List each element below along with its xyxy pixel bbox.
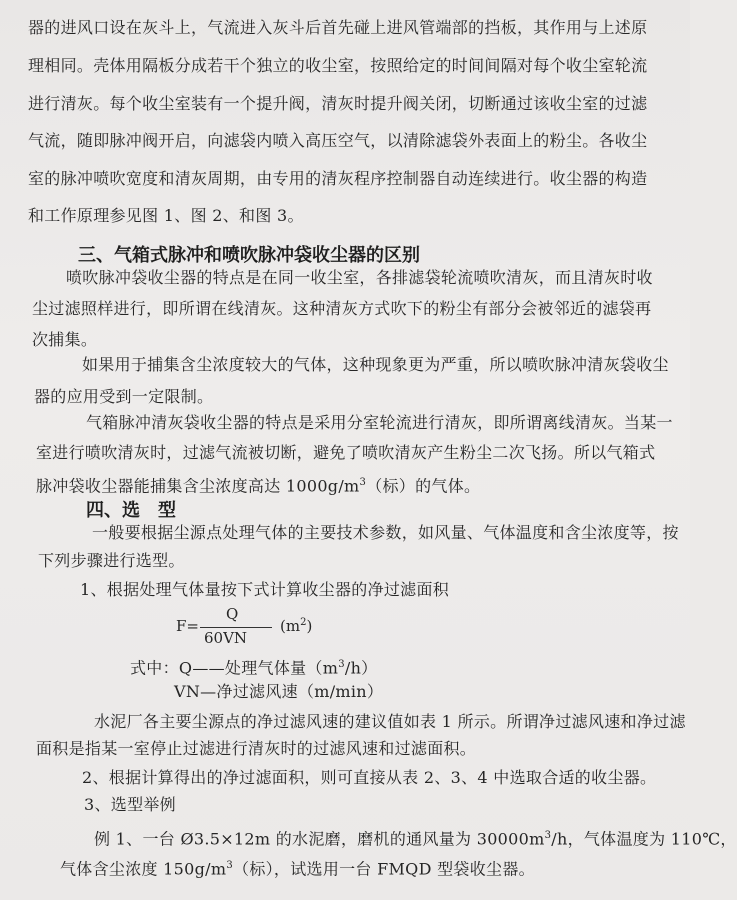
text-line: VN—净过滤风速（m/min）	[174, 682, 384, 701]
formula-lhs: F=	[176, 617, 199, 635]
text-line	[60, 856, 690, 879]
superscript: 3	[226, 860, 234, 871]
text-line: 下列步骤进行选型。	[38, 551, 185, 570]
text-line: 室进行喷吹清灰时，过滤气流被切断，避免了喷吹清灰产生粉尘二次飞扬。所以气箱式	[36, 443, 656, 462]
text-line: 面积是指某一室停止过滤进行清灰时的过滤风速和过滤面积。	[36, 739, 477, 758]
text-line: 和工作原理参见图 1、图 2、和图 3。	[28, 206, 304, 225]
text-line: 喷吹脉冲袋收尘器的特点是在同一收尘室，各排滤袋轮流喷吹清灰，而且清灰时收	[66, 268, 653, 287]
formula-denominator: 60VN	[204, 629, 248, 647]
text-line: 次捕集。	[32, 330, 98, 349]
text-fragment: 式中：Q——处理气体量（m	[130, 658, 339, 678]
text-line: 理相同。壳体用隔板分成若干个独立的收尘室，按照给定的时间间隔对每个收尘室轮流	[28, 56, 648, 75]
superscript: 3	[338, 659, 345, 670]
text-fragment: 气体含尘浓度 150g/m	[60, 859, 227, 879]
text-line: 器的应用受到一定限制。	[34, 387, 214, 406]
superscript: 3	[544, 830, 552, 841]
text-line: 室的脉冲喷吹宽度和清灰周期，由专用的清灰程序控制器自动连续进行。收尘器的构造	[28, 169, 648, 188]
text-line: 气流，随即脉冲阀开启，向滤袋内喷入高压空气，以清除滤袋外表面上的粉尘。各收尘	[28, 131, 648, 150]
text-line: 水泥厂各主要尘源点的净过滤风速的建议值如表 1 所示。所谓净过滤风速和净过滤	[94, 712, 686, 731]
text-line: 2、根据计算得出的净过滤面积，则可直接从表 2、3、4 中选取合适的收尘器。	[82, 768, 657, 787]
text-line: 器的进风口设在灰斗上，气流进入灰斗后首先碰上进风管端部的挡板，其作用与上述原	[28, 18, 648, 37]
formula	[176, 605, 316, 649]
section-heading: 四、选 型	[86, 500, 176, 521]
text-line: 进行清灰。每个收尘室装有一个提升阀，清灰时提升阀关闭，切断通过该收尘室的过滤	[28, 94, 648, 113]
text-line	[36, 473, 690, 496]
formula-unit	[280, 617, 312, 635]
formula-numerator: Q	[226, 605, 239, 623]
text-line: 如果用于捕集含尘浓度较大的气体，这种现象更为严重，所以喷吹脉冲清灰袋收尘	[82, 355, 669, 374]
fraction-bar	[200, 627, 272, 628]
superscript: 2	[300, 617, 307, 628]
text-line: 气箱脉冲清灰袋收尘器的特点是采用分室轮流进行清灰，即所谓离线清灰。当某一	[86, 413, 673, 432]
text-line	[130, 655, 690, 678]
text-fragment: 脉冲袋收尘器能捕集含尘浓度高达 1000g/m	[36, 476, 360, 496]
superscript: 3	[359, 477, 367, 488]
text-fragment: /h）	[344, 658, 378, 678]
unit-text: (m	[280, 617, 301, 635]
text-line: 1、根据处理气体量按下式计算收尘器的净过滤面积	[80, 580, 450, 599]
text-fragment: （标）的气体。	[366, 476, 481, 496]
text-fragment: （标），试选用一台 FMQD 型袋收尘器。	[233, 859, 535, 879]
text-line	[94, 826, 737, 849]
text-line: 尘过滤照样进行，即所谓在线清灰。这种清灰方式吹下的粉尘有部分会被邻近的滤袋再	[32, 299, 652, 318]
text-line: 3、选型举例	[84, 795, 176, 814]
text-fragment: /h，气体温度为 110℃，	[551, 829, 737, 849]
section-heading: 三、气箱式脉冲和喷吹脉冲袋收尘器的区别	[78, 245, 420, 266]
unit-text: )	[306, 617, 313, 635]
text-line: 一般要根据尘源点处理气体的主要技术参数，如风量、气体温度和含尘浓度等，按	[92, 523, 679, 542]
text-fragment: 例 1、一台 Ø3.5×12m 的水泥磨，磨机的通风量为 30000m	[94, 829, 545, 849]
